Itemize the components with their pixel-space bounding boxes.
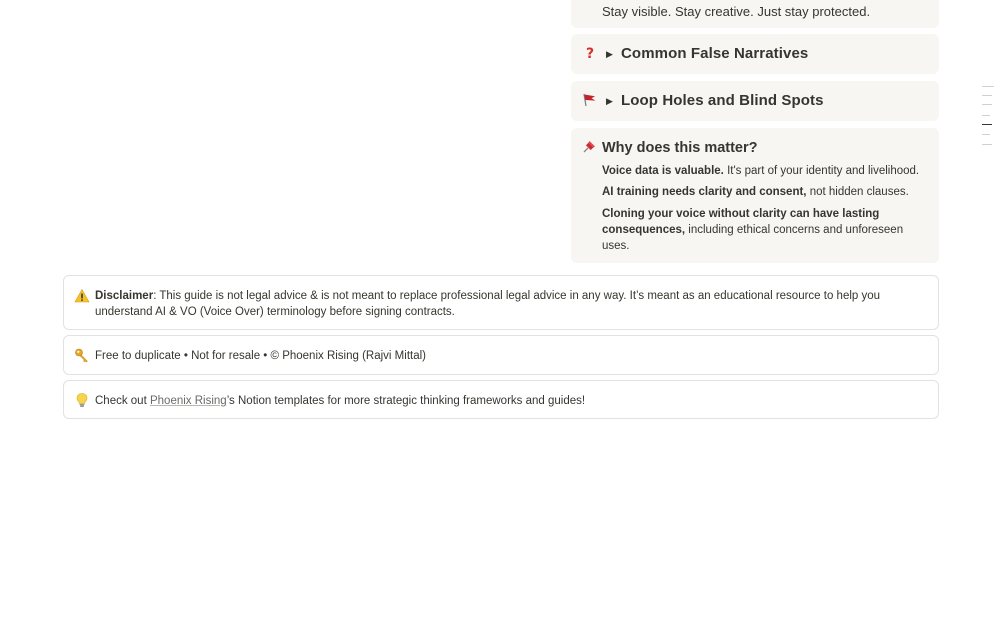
why-paragraph-1 (602, 163, 922, 179)
license-callout (63, 335, 939, 375)
toc-line-active[interactable] (982, 124, 992, 125)
promo-text (95, 393, 918, 409)
toggle-triangle-icon[interactable]: ▶ (606, 49, 613, 59)
loop-holes-callout[interactable] (571, 81, 939, 121)
loop-holes-toggle[interactable]: Loop Holes and Blind Spots (621, 92, 824, 109)
why-paragraph-1-text: It's part of your identity and livelihood. (723, 165, 920, 177)
promo-prefix: Check out (95, 395, 150, 407)
license-text: Free to duplicate • Not for resale • © Phoenix Rising (Rajvi Mittal) (95, 350, 426, 362)
toc-line[interactable] (982, 115, 990, 116)
why-paragraph-2-bold: AI training needs clarity and consent, (602, 186, 807, 198)
why-paragraph-1-bold: Voice data is valuable. (602, 165, 724, 177)
toc-line[interactable] (982, 86, 994, 87)
lightbulb-icon (74, 392, 90, 408)
why-matters-callout (571, 128, 939, 263)
toc-line[interactable] (982, 134, 990, 135)
svg-text:?: ? (585, 46, 595, 61)
toc-line[interactable] (982, 95, 992, 96)
key-icon (74, 347, 90, 363)
pushpin-icon (581, 139, 597, 155)
why-paragraph-3-bold: Cloning your voice without clarity can have lasting consequences, (602, 208, 880, 236)
why-matters-heading: Why does this matter? (602, 140, 758, 156)
phoenix-rising-link[interactable]: Phoenix Rising (149, 395, 227, 407)
why-paragraph-2-text: not hidden clauses. (806, 186, 909, 198)
promo-suffix: ’s Notion templates for more strategic thinking frameworks and guides! (226, 395, 586, 407)
warning-icon (74, 288, 90, 304)
why-paragraph-2 (602, 184, 922, 200)
why-paragraph-3 (602, 206, 922, 254)
toc-line[interactable] (982, 104, 992, 105)
disclaimer-text (95, 288, 918, 320)
disclaimer-callout (63, 275, 939, 330)
red-flag-icon (582, 92, 598, 108)
protection-callout-text: Stay visible. Stay creative. Just stay protected. (602, 4, 871, 19)
disclaimer-label: Disclaimer (95, 290, 154, 302)
false-narratives-toggle[interactable]: Common False Narratives (621, 45, 809, 62)
promo-callout (63, 380, 939, 419)
question-mark-icon (582, 45, 598, 61)
disclaimer-body: : This guide is not legal advice & is not meant to replace professional legal advice in any way. It’s meant as an educational resource to help you understand AI & VO (Voice Over) terminology before signing contracts. (95, 290, 881, 318)
toggle-triangle-icon[interactable]: ▶ (606, 96, 613, 106)
why-paragraph-3-text: including ethical concerns and unforeseen uses. (602, 224, 904, 252)
protection-callout (571, 0, 939, 28)
toc-line[interactable] (982, 144, 992, 145)
false-narratives-callout[interactable] (571, 34, 939, 74)
